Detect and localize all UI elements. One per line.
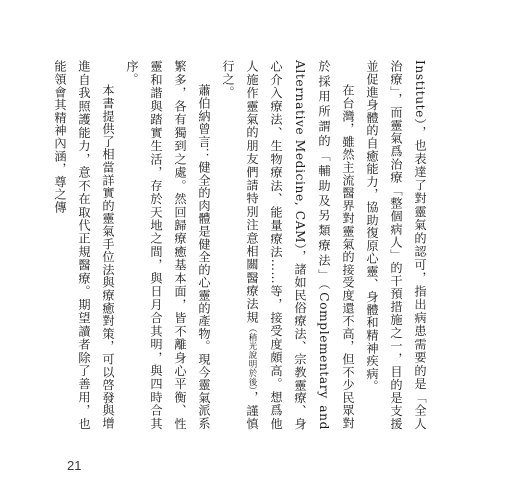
- paragraph-1: Institute），也表達了對靈氣的認可，指出病患需要的是「全人治療」，而靈氣爲治療「整個病人」的干預措施之一，目的是支援並促進身體的自癒能力，協助復原心靈、身體和精神疾病。: [365, 60, 427, 430]
- paragraph-4: 本書提供了相當詳實的靈氣手位法與療癒對策，可以啓發與增進自我照護能力，意不在取代正規醫療。期望讀者除了善用，也能領會其精神內涵，尊之傳: [53, 60, 115, 430]
- page-number: 21: [67, 458, 82, 473]
- vertical-text-body: [53, 60, 432, 431]
- paragraph-2: [216, 60, 360, 430]
- paragraph-3: 蕭伯納曾言：健全的肉體是健全的心靈的產物。現今靈氣派系繁多，各有獨到之處。然回歸療癒基本面，皆不離身心平衡、性靈和諧與踏實生活，存於天地之間，與日月合其明，與四時合其序。: [125, 60, 211, 430]
- paragraph-2-note: （稍光說明於後）: [247, 323, 257, 391]
- paragraph-2-text: 在台灣，雖然主流醫界對靈氣的接受度還不高，但不少民眾對於採用所謂的「輔助及另類療法」（Complementary and Alternative Medicine, CAM），諸如民俗療法、宗教靈療、身心介入療法、生物療法、能量療法……等，接受度頗高。想爲他人施作靈氣的朋友們請特別注意相關醫療法規: [245, 60, 355, 430]
- paragraph-2-tail: ，謹慎行之。: [221, 60, 259, 431]
